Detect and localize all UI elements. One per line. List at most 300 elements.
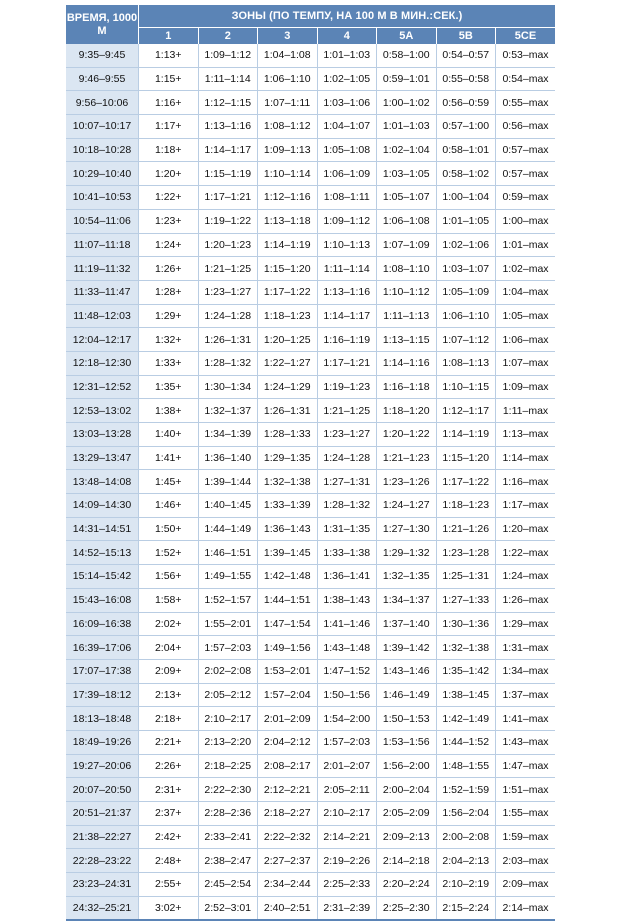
table-row: [66, 186, 555, 210]
time-cell: 18:13–18:48: [66, 707, 139, 731]
zone-pace-cell: 2:04–2:12: [258, 730, 318, 754]
zone-pace-cell: 2:13+: [139, 683, 199, 707]
zone-pace-cell: 1:43–max: [496, 730, 556, 754]
time-column-header: ВРЕМЯ, 1000 М: [66, 5, 139, 44]
zone-pace-cell: 1:23+: [139, 209, 199, 233]
zone-pace-cell: 1:52–1:59: [436, 778, 496, 802]
header-row-zones: [66, 28, 555, 45]
zone-pace-cell: 2:34–2:44: [258, 873, 318, 897]
zone-pace-cell: 1:17–max: [496, 494, 556, 518]
zone-pace-cell: 1:38–1:43: [317, 588, 377, 612]
zone-pace-cell: 2:55+: [139, 873, 199, 897]
zone-pace-cell: 1:40–1:45: [198, 494, 258, 518]
time-cell: 12:53–13:02: [66, 399, 139, 423]
zone-column-header: 2: [198, 28, 258, 45]
time-cell: 13:03–13:28: [66, 423, 139, 447]
zone-pace-cell: 1:32–1:35: [377, 565, 437, 589]
time-cell: 11:33–11:47: [66, 280, 139, 304]
zone-pace-cell: 1:39–1:45: [258, 541, 318, 565]
zone-pace-cell: 1:26–max: [496, 588, 556, 612]
table-row: [66, 91, 555, 115]
table-row: [66, 541, 555, 565]
zone-pace-cell: 1:28–1:32: [317, 494, 377, 518]
zone-pace-cell: 1:11–1:14: [317, 257, 377, 281]
time-cell: 10:54–11:06: [66, 209, 139, 233]
zone-pace-cell: 1:34–1:37: [377, 588, 437, 612]
zone-column-header: 5A: [377, 28, 437, 45]
zone-pace-cell: 1:36–1:40: [198, 446, 258, 470]
table-row: [66, 659, 555, 683]
zone-pace-cell: 1:02–1:06: [436, 233, 496, 257]
zone-pace-cell: 1:24–1:28: [198, 304, 258, 328]
zone-pace-cell: 1:24–1:28: [317, 446, 377, 470]
zone-pace-cell: 1:17–1:21: [198, 186, 258, 210]
time-cell: 12:04–12:17: [66, 328, 139, 352]
time-cell: 13:29–13:47: [66, 446, 139, 470]
table-row: [66, 730, 555, 754]
zone-pace-cell: 2:33–2:41: [198, 825, 258, 849]
table-row: [66, 494, 555, 518]
zone-pace-cell: 0:54–0:57: [436, 44, 496, 67]
zone-pace-cell: 2:18+: [139, 707, 199, 731]
zone-pace-cell: 0:59–max: [496, 186, 556, 210]
zone-pace-cell: 1:38+: [139, 399, 199, 423]
zone-pace-cell: 1:55–max: [496, 802, 556, 826]
zone-pace-cell: 1:03–1:05: [377, 162, 437, 186]
zone-pace-cell: 2:12–2:21: [258, 778, 318, 802]
zone-pace-cell: 0:55–max: [496, 91, 556, 115]
zone-pace-cell: 2:31+: [139, 778, 199, 802]
zone-pace-cell: 1:10–1:12: [377, 280, 437, 304]
zone-pace-cell: 1:07–1:09: [377, 233, 437, 257]
zone-pace-cell: 0:56–0:59: [436, 91, 496, 115]
zone-pace-cell: 1:06–max: [496, 328, 556, 352]
zone-pace-cell: 1:26–1:31: [198, 328, 258, 352]
zone-pace-cell: 1:29+: [139, 304, 199, 328]
zone-pace-cell: 1:22–max: [496, 541, 556, 565]
time-cell: 11:48–12:03: [66, 304, 139, 328]
zone-pace-cell: 2:14–2:18: [377, 849, 437, 873]
zone-pace-cell: 1:08–1:12: [258, 115, 318, 139]
table-row: [66, 44, 555, 67]
zone-pace-cell: 2:26+: [139, 754, 199, 778]
zone-pace-cell: 2:09–max: [496, 873, 556, 897]
zone-pace-cell: 1:38–1:45: [436, 683, 496, 707]
zone-pace-cell: 1:46–1:49: [377, 683, 437, 707]
table-row: [66, 825, 555, 849]
zone-pace-cell: 2:08–2:17: [258, 754, 318, 778]
zone-pace-cell: 1:47–max: [496, 754, 556, 778]
zone-pace-cell: 2:22–2:32: [258, 825, 318, 849]
zone-pace-cell: 1:00–1:02: [377, 91, 437, 115]
zone-pace-cell: 2:13–2:20: [198, 730, 258, 754]
time-cell: 17:07–17:38: [66, 659, 139, 683]
time-cell: 22:28–23:22: [66, 849, 139, 873]
zone-pace-cell: 1:24+: [139, 233, 199, 257]
zone-pace-cell: 1:50+: [139, 517, 199, 541]
zone-pace-cell: 1:22–1:27: [258, 351, 318, 375]
zone-pace-cell: 1:39–1:44: [198, 470, 258, 494]
time-cell: 19:27–20:06: [66, 754, 139, 778]
table-header: [66, 5, 555, 44]
zone-pace-cell: 1:20–1:22: [377, 423, 437, 447]
zone-pace-cell: 1:34–max: [496, 659, 556, 683]
zone-pace-cell: 0:56–max: [496, 115, 556, 139]
table-row: [66, 67, 555, 91]
zone-pace-cell: 1:44–1:51: [258, 588, 318, 612]
time-cell: 10:29–10:40: [66, 162, 139, 186]
zone-pace-cell: 2:01–2:07: [317, 754, 377, 778]
zone-pace-cell: 1:14–1:16: [377, 351, 437, 375]
zone-pace-cell: 1:01–1:03: [317, 44, 377, 67]
zone-pace-cell: 1:05–1:09: [436, 280, 496, 304]
zone-pace-cell: 1:18–1:23: [258, 304, 318, 328]
zone-pace-cell: 1:53–2:01: [258, 659, 318, 683]
zone-pace-cell: 1:41–max: [496, 707, 556, 731]
zone-pace-cell: 1:13+: [139, 44, 199, 67]
zone-pace-cell: 1:16–max: [496, 470, 556, 494]
zone-pace-cell: 1:36–1:41: [317, 565, 377, 589]
table-row: [66, 162, 555, 186]
zone-pace-cell: 2:22–2:30: [198, 778, 258, 802]
table-row: [66, 707, 555, 731]
zone-pace-cell: 1:17–1:21: [317, 351, 377, 375]
zone-pace-cell: 0:53–max: [496, 44, 556, 67]
zone-pace-cell: 1:24–1:29: [258, 375, 318, 399]
zone-pace-cell: 1:29–1:35: [258, 446, 318, 470]
table-row: [66, 588, 555, 612]
zone-pace-cell: 1:13–1:16: [317, 280, 377, 304]
zone-pace-cell: 1:46–1:51: [198, 541, 258, 565]
time-cell: 16:09–16:38: [66, 612, 139, 636]
zone-pace-cell: 2:48+: [139, 849, 199, 873]
zone-pace-cell: 1:27–1:33: [436, 588, 496, 612]
zone-pace-cell: 1:58+: [139, 588, 199, 612]
zone-pace-cell: 1:19–1:22: [198, 209, 258, 233]
zone-pace-cell: 1:00–1:04: [436, 186, 496, 210]
zone-pace-cell: 1:02–max: [496, 257, 556, 281]
zone-pace-cell: 1:45+: [139, 470, 199, 494]
zone-pace-cell: 1:50–1:53: [377, 707, 437, 731]
zone-pace-cell: 2:31–2:39: [317, 896, 377, 920]
zone-pace-cell: 2:27–2:37: [258, 849, 318, 873]
zone-pace-cell: 1:21–1:25: [198, 257, 258, 281]
zone-pace-cell: 1:00–max: [496, 209, 556, 233]
zone-pace-cell: 1:09–max: [496, 375, 556, 399]
zone-pace-cell: 1:07–max: [496, 351, 556, 375]
zone-pace-cell: 0:58–1:00: [377, 44, 437, 67]
zone-pace-cell: 1:37–1:40: [377, 612, 437, 636]
zone-pace-cell: 2:04–2:13: [436, 849, 496, 873]
zone-pace-cell: 0:57–max: [496, 162, 556, 186]
zone-pace-cell: 2:37+: [139, 802, 199, 826]
zone-pace-cell: 1:44–1:52: [436, 730, 496, 754]
table-row: [66, 683, 555, 707]
zone-pace-cell: 1:13–1:16: [198, 115, 258, 139]
time-cell: 16:39–17:06: [66, 636, 139, 660]
table-row: [66, 612, 555, 636]
zone-pace-cell: 1:16–1:18: [377, 375, 437, 399]
time-cell: 10:07–10:17: [66, 115, 139, 139]
time-cell: 15:43–16:08: [66, 588, 139, 612]
zone-pace-cell: 2:25–2:33: [317, 873, 377, 897]
zone-pace-cell: 1:01–max: [496, 233, 556, 257]
table-row: [66, 802, 555, 826]
time-cell: 13:48–14:08: [66, 470, 139, 494]
zone-pace-cell: 1:41+: [139, 446, 199, 470]
zone-pace-cell: 1:06–1:10: [258, 67, 318, 91]
zone-pace-cell: 1:48–1:55: [436, 754, 496, 778]
zone-pace-cell: 1:49–1:55: [198, 565, 258, 589]
zone-pace-cell: 1:16+: [139, 91, 199, 115]
table-row: [66, 565, 555, 589]
table-row: [66, 446, 555, 470]
time-cell: 12:31–12:52: [66, 375, 139, 399]
zone-pace-cell: 1:57–2:03: [317, 730, 377, 754]
zone-pace-cell: 1:19–1:23: [317, 375, 377, 399]
zone-pace-cell: 1:10–1:15: [436, 375, 496, 399]
zone-pace-cell: 2:19–2:26: [317, 849, 377, 873]
time-cell: 14:31–14:51: [66, 517, 139, 541]
zone-pace-cell: 1:17+: [139, 115, 199, 139]
zone-pace-cell: 1:51–max: [496, 778, 556, 802]
zone-pace-cell: 1:30–1:34: [198, 375, 258, 399]
zone-pace-cell: 1:42–1:48: [258, 565, 318, 589]
zone-pace-cell: 1:47–1:54: [258, 612, 318, 636]
zone-pace-cell: 1:26+: [139, 257, 199, 281]
zone-pace-cell: 1:31–max: [496, 636, 556, 660]
zone-pace-cell: 2:10–2:19: [436, 873, 496, 897]
zone-pace-cell: 1:14–1:17: [198, 138, 258, 162]
zone-pace-cell: 1:20+: [139, 162, 199, 186]
zone-pace-cell: 2:28–2:36: [198, 802, 258, 826]
zone-pace-cell: 1:10–1:14: [258, 162, 318, 186]
zone-pace-cell: 1:56–2:04: [436, 802, 496, 826]
zone-pace-cell: 1:33–1:39: [258, 494, 318, 518]
zone-pace-cell: 1:59–max: [496, 825, 556, 849]
zone-pace-cell: 2:02–2:08: [198, 659, 258, 683]
zone-pace-cell: 1:08–1:11: [317, 186, 377, 210]
table-row: [66, 328, 555, 352]
zone-pace-cell: 2:42+: [139, 825, 199, 849]
zone-pace-cell: 1:20–max: [496, 517, 556, 541]
zone-pace-cell: 1:57–2:04: [258, 683, 318, 707]
time-cell: 11:19–11:32: [66, 257, 139, 281]
zone-pace-cell: 1:43–1:48: [317, 636, 377, 660]
zone-pace-cell: 2:09+: [139, 659, 199, 683]
table-row: [66, 470, 555, 494]
zone-pace-cell: 1:18–1:20: [377, 399, 437, 423]
zone-pace-cell: 1:02–1:05: [317, 67, 377, 91]
zone-pace-cell: 1:01–1:03: [377, 115, 437, 139]
table-row: [66, 849, 555, 873]
time-cell: 14:09–14:30: [66, 494, 139, 518]
zone-pace-cell: 2:40–2:51: [258, 896, 318, 920]
zone-pace-cell: 1:27–1:30: [377, 517, 437, 541]
time-cell: 20:51–21:37: [66, 802, 139, 826]
zone-pace-cell: 1:43–1:46: [377, 659, 437, 683]
table-row: [66, 233, 555, 257]
zone-pace-cell: 2:03–max: [496, 849, 556, 873]
time-cell: 21:38–22:27: [66, 825, 139, 849]
zone-pace-cell: 1:09–1:12: [198, 44, 258, 67]
zone-pace-cell: 1:06–1:09: [317, 162, 377, 186]
zone-pace-cell: 2:45–2:54: [198, 873, 258, 897]
zone-pace-cell: 1:29–1:32: [377, 541, 437, 565]
zone-pace-cell: 1:14–1:17: [317, 304, 377, 328]
zone-pace-cell: 1:40+: [139, 423, 199, 447]
table-row: [66, 778, 555, 802]
zone-pace-cell: 1:12–1:16: [258, 186, 318, 210]
zone-pace-cell: 1:35–1:42: [436, 659, 496, 683]
zone-pace-cell: 1:23–1:27: [317, 423, 377, 447]
zone-pace-cell: 0:59–1:01: [377, 67, 437, 91]
pace-zones-table-wrapper: [66, 5, 555, 921]
zone-pace-cell: 1:21–1:25: [317, 399, 377, 423]
zone-pace-cell: 1:05–1:07: [377, 186, 437, 210]
table-row: [66, 375, 555, 399]
zone-pace-cell: 2:38–2:47: [198, 849, 258, 873]
zone-pace-cell: 1:31–1:35: [317, 517, 377, 541]
zone-pace-cell: 1:55–2:01: [198, 612, 258, 636]
zone-column-header: 5B: [436, 28, 496, 45]
table-row: [66, 257, 555, 281]
table-row: [66, 138, 555, 162]
zone-column-header: 1: [139, 28, 199, 45]
zone-pace-cell: 1:56–2:00: [377, 754, 437, 778]
zone-pace-cell: 1:35+: [139, 375, 199, 399]
zone-pace-cell: 1:12–1:17: [436, 399, 496, 423]
zone-pace-cell: 1:13–1:15: [377, 328, 437, 352]
table-row: [66, 873, 555, 897]
zone-pace-cell: 1:54–2:00: [317, 707, 377, 731]
zone-pace-cell: 1:24–max: [496, 565, 556, 589]
zone-pace-cell: 1:29–max: [496, 612, 556, 636]
zone-pace-cell: 1:11–1:14: [198, 67, 258, 91]
zone-pace-cell: 1:56+: [139, 565, 199, 589]
zone-pace-cell: 1:22+: [139, 186, 199, 210]
zone-pace-cell: 1:32–1:38: [436, 636, 496, 660]
zone-pace-cell: 2:09–2:13: [377, 825, 437, 849]
zone-pace-cell: 1:02–1:04: [377, 138, 437, 162]
zone-pace-cell: 1:42–1:49: [436, 707, 496, 731]
zone-pace-cell: 1:18–1:23: [436, 494, 496, 518]
zone-pace-cell: 0:58–1:01: [436, 138, 496, 162]
zone-pace-cell: 1:52+: [139, 541, 199, 565]
zone-pace-cell: 1:39–1:42: [377, 636, 437, 660]
zone-pace-cell: 0:54–max: [496, 67, 556, 91]
zone-pace-cell: 1:01–1:05: [436, 209, 496, 233]
zone-pace-cell: 1:17–1:22: [436, 470, 496, 494]
zone-pace-cell: 1:33–1:38: [317, 541, 377, 565]
zone-pace-cell: 1:13–max: [496, 423, 556, 447]
zone-pace-cell: 1:30–1:36: [436, 612, 496, 636]
zone-pace-cell: 1:25–1:31: [436, 565, 496, 589]
zone-pace-cell: 1:23–1:27: [198, 280, 258, 304]
zone-pace-cell: 1:20–1:23: [198, 233, 258, 257]
zone-pace-cell: 1:23–1:28: [436, 541, 496, 565]
zone-pace-cell: 1:44–1:49: [198, 517, 258, 541]
zone-pace-cell: 1:26–1:31: [258, 399, 318, 423]
time-cell: 12:18–12:30: [66, 351, 139, 375]
zone-pace-cell: 1:16–1:19: [317, 328, 377, 352]
zone-pace-cell: 1:14–1:19: [436, 423, 496, 447]
zone-pace-cell: 0:58–1:02: [436, 162, 496, 186]
zone-pace-cell: 1:15–1:19: [198, 162, 258, 186]
table-row: [66, 280, 555, 304]
zone-pace-cell: 1:47–1:52: [317, 659, 377, 683]
zone-pace-cell: 1:07–1:11: [258, 91, 318, 115]
zone-pace-cell: 1:21–1:23: [377, 446, 437, 470]
zone-pace-cell: 1:20–1:25: [258, 328, 318, 352]
table-row: [66, 115, 555, 139]
table-row: [66, 351, 555, 375]
zone-column-header: 3: [258, 28, 318, 45]
zone-pace-cell: 1:50–1:56: [317, 683, 377, 707]
time-cell: 9:35–9:45: [66, 44, 139, 67]
zone-pace-cell: 1:05–1:08: [317, 138, 377, 162]
time-cell: 9:46–9:55: [66, 67, 139, 91]
zone-pace-cell: 2:14–max: [496, 896, 556, 920]
zone-column-header: 4: [317, 28, 377, 45]
zone-pace-cell: 1:23–1:26: [377, 470, 437, 494]
zone-pace-cell: 1:04–1:07: [317, 115, 377, 139]
table-row: [66, 304, 555, 328]
zone-pace-cell: 1:14–1:19: [258, 233, 318, 257]
zone-pace-cell: 2:00–2:08: [436, 825, 496, 849]
table-row: [66, 399, 555, 423]
zone-pace-cell: 2:02+: [139, 612, 199, 636]
zones-group-header: ЗОНЫ (ПО ТЕМПУ, НА 100 М В МИН.:СЕК.): [139, 5, 556, 28]
zone-pace-cell: 0:57–1:00: [436, 115, 496, 139]
zone-pace-cell: 1:09–1:12: [317, 209, 377, 233]
zone-pace-cell: 1:04–1:08: [258, 44, 318, 67]
zone-pace-cell: 2:00–2:04: [377, 778, 437, 802]
table-row: [66, 517, 555, 541]
table-row: [66, 636, 555, 660]
time-cell: 18:49–19:26: [66, 730, 139, 754]
table-row: [66, 896, 555, 920]
zone-pace-cell: 1:15–1:20: [436, 446, 496, 470]
table-row: [66, 209, 555, 233]
zone-pace-cell: 1:24–1:27: [377, 494, 437, 518]
zone-pace-cell: 2:52–3:01: [198, 896, 258, 920]
zone-pace-cell: 1:52–1:57: [198, 588, 258, 612]
zone-pace-cell: 1:34–1:39: [198, 423, 258, 447]
zone-pace-cell: 3:02+: [139, 896, 199, 920]
time-cell: 17:39–18:12: [66, 683, 139, 707]
zone-pace-cell: 1:32–1:38: [258, 470, 318, 494]
zone-pace-cell: 1:36–1:43: [258, 517, 318, 541]
zone-pace-cell: 1:46+: [139, 494, 199, 518]
time-cell: 20:07–20:50: [66, 778, 139, 802]
zone-pace-cell: 1:41–1:46: [317, 612, 377, 636]
time-cell: 10:41–10:53: [66, 186, 139, 210]
header-row-top: [66, 5, 555, 28]
table-row: [66, 423, 555, 447]
zone-pace-cell: 1:27–1:31: [317, 470, 377, 494]
table-row: [66, 754, 555, 778]
zone-pace-cell: 1:33+: [139, 351, 199, 375]
zone-pace-cell: 1:49–1:56: [258, 636, 318, 660]
zone-pace-cell: 1:06–1:10: [436, 304, 496, 328]
table-body: [66, 44, 555, 920]
zone-pace-cell: 1:17–1:22: [258, 280, 318, 304]
zone-pace-cell: 1:18+: [139, 138, 199, 162]
zone-pace-cell: 1:03–1:06: [317, 91, 377, 115]
zone-pace-cell: 0:55–0:58: [436, 67, 496, 91]
zone-pace-cell: 2:18–2:25: [198, 754, 258, 778]
